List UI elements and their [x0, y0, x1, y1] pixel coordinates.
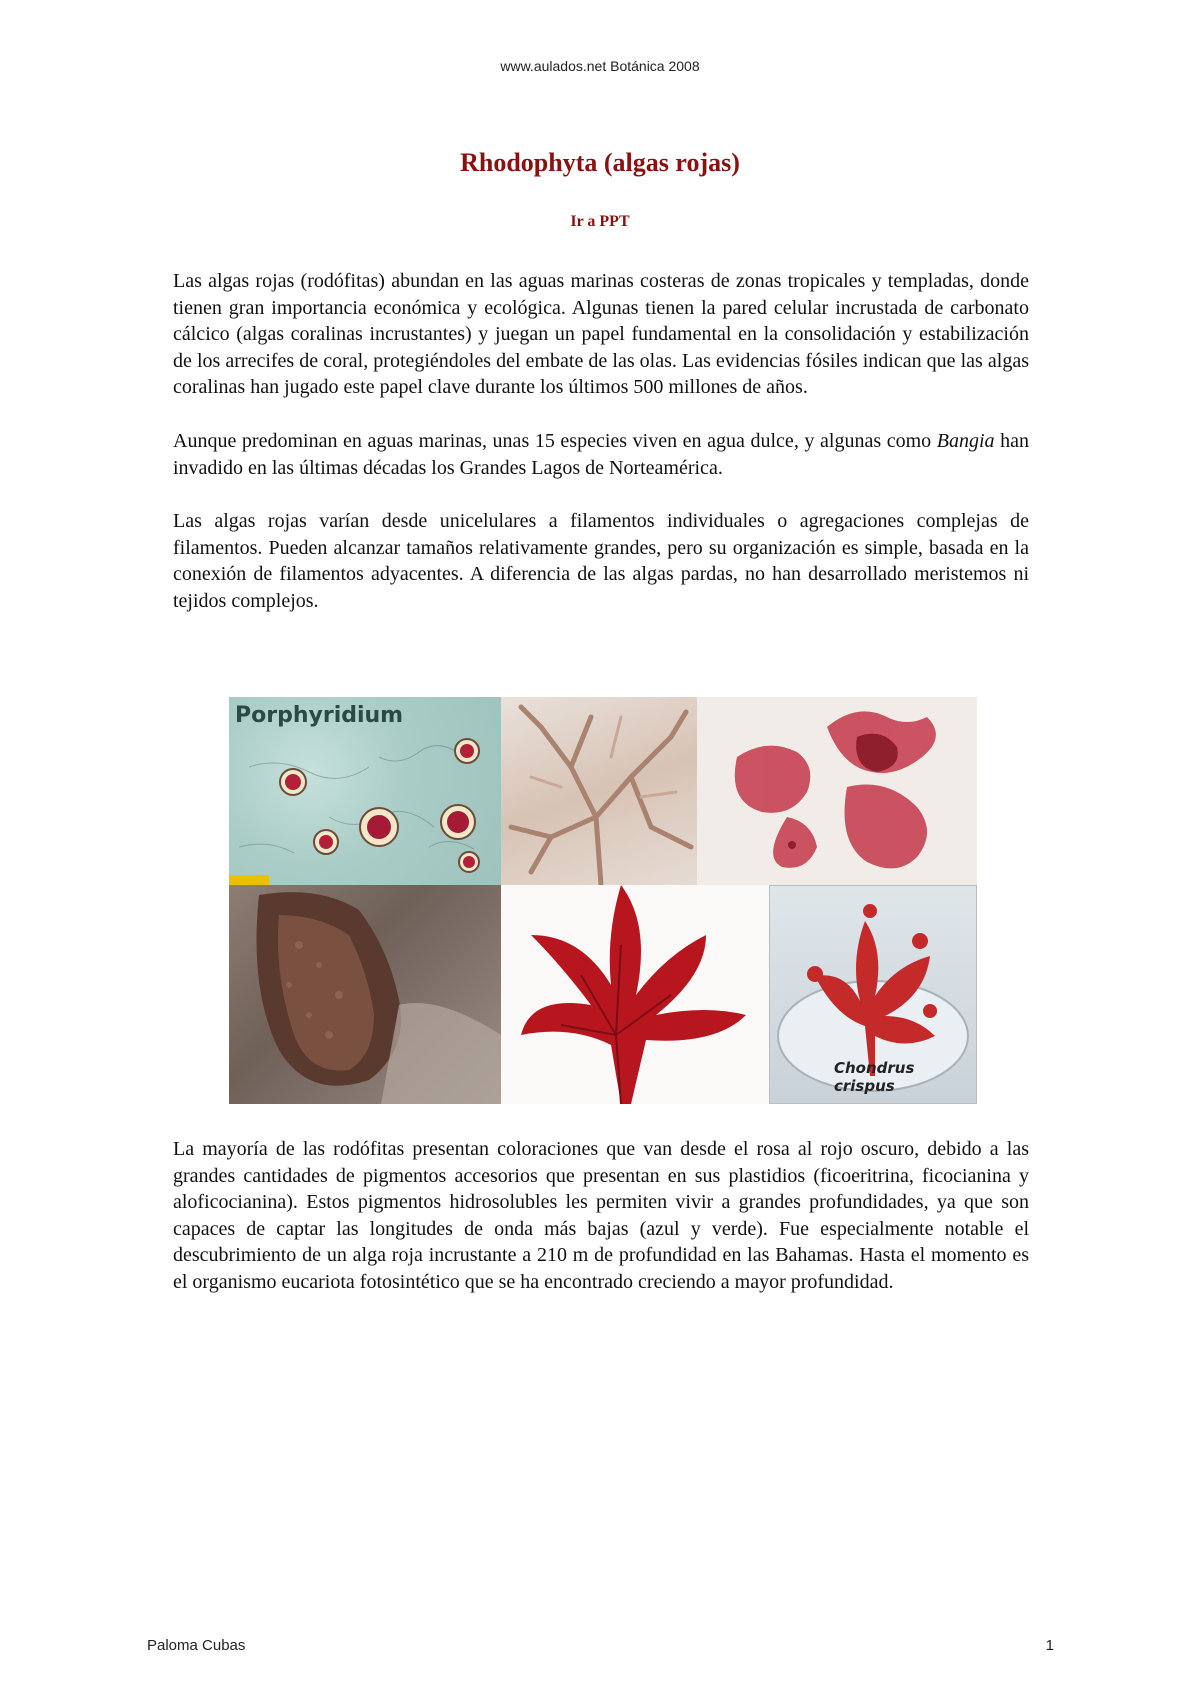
pink-branched-alga-photo — [697, 697, 977, 885]
chondrus-crispus-photo — [769, 885, 977, 1104]
page-header-url: www.aulados.net Botánica 2008 — [500, 58, 700, 74]
paragraph-1: Las algas rojas (rodófitas) abundan en las aguas marinas costeras de zonas tropicales y templadas, donde tienen gran importancia económica y ecológica. Algunas tienen la pared celular incrustada de carbonato cálcico (algas coralinas incrustantes) y juegan un papel fundamental en la consolidación y estabilización de los arrecifes de coral, protegiéndoles del embate de las olas. Las evidencias fósiles indican que las algas coralinas han jugado este papel clave durante los últimos 500 millones de años. — [173, 270, 1029, 399]
paragraph-4: La mayoría de las rodófitas presentan coloraciones que van desde el rosa al rojo oscuro, debido a las grandes cantidades de pigmentos accesorios que presentan en sus plastidios (ficoeritrina, ficocianina y aloficocianina). Estos pigmentos hidrosolubles les permiten vivir a grandes profundidades, ya que son capaces de captar las longitudes de onda más bajas (azul y verde). Fue especialmente notable el descubrimiento de un alga roja incrustante a 210 m de profundidad en las Bahamas. Hasta el momento es el organismo eucariota fotosintético que se ha encontrado creciendo a mayor profundidad. — [173, 1138, 1029, 1293]
chondrus-crispus-label: Chondrus crispus — [834, 1059, 915, 1095]
pink-branched-alga-image — [697, 697, 977, 885]
porphyridium-photo — [229, 697, 501, 885]
encrusting-alga-image — [229, 885, 501, 1104]
page-title: Rhodophyta (algas rojas) — [460, 148, 740, 177]
red-bladed-alga-photo — [501, 885, 769, 1104]
intro-text — [173, 268, 1029, 615]
porphyridium-label: Porphyridium — [235, 703, 404, 728]
red-bladed-alga-image — [501, 885, 769, 1104]
paragraph-2-start: Aunque predominan en aguas marinas, unas 15 especies viven en agua dulce, y algunas como — [173, 429, 937, 452]
footer-author: Paloma Cubas — [147, 1637, 246, 1654]
pigments-text — [173, 1136, 1029, 1296]
encrusting-alga-photo — [229, 885, 501, 1104]
filamentous-alga-photo — [501, 697, 697, 885]
paragraph-3: Las algas rojas varían desde unicelulares a filamentos individuales o agregaciones complejas de filamentos. Pueden alcanzar tamaños relativamente grandes, pero su organización es simple, basada en la conexión de filamentos adyacentes. A diferencia de las algas pardas, no han desarrollado meristemos ni tejidos complejos. — [173, 510, 1029, 612]
algae-photo-collage — [229, 697, 977, 1104]
paragraph-2 — [173, 428, 1029, 481]
footer-page-number: 1 — [1045, 1637, 1054, 1654]
bangia-italic: Bangia — [936, 429, 995, 452]
filamentous-alga-image — [501, 697, 697, 885]
paragraph-2-end: han invadido en las últimas décadas los Grandes Lagos de Norteamérica. — [173, 429, 1029, 479]
ppt-link[interactable]: Ir a PPT — [570, 213, 630, 230]
